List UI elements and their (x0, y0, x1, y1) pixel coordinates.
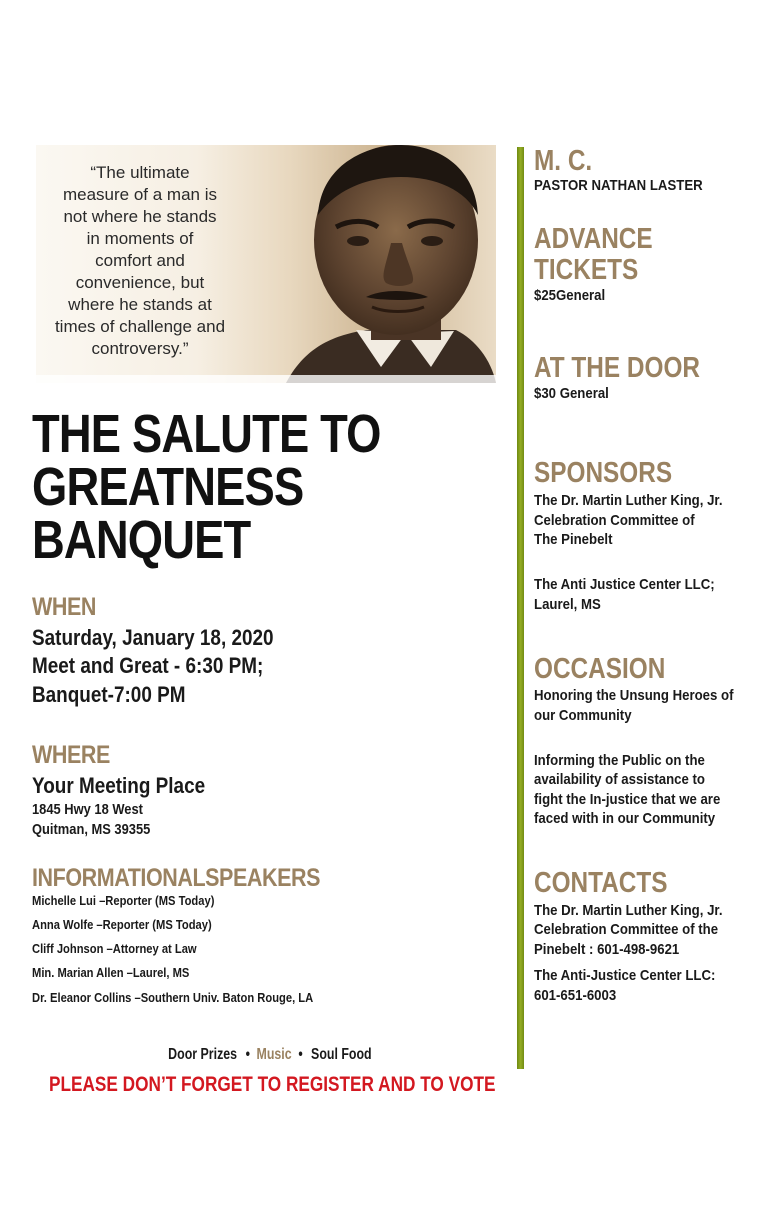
contact-2-phone: 601-651-6003 (534, 987, 617, 1004)
contact-2-line-1: The Anti-Justice Center LLC: (534, 967, 716, 984)
cta-text: PLEASE DON’T FORGET TO REGISTER AND TO VOTE (49, 1073, 496, 1096)
quote-line: measure of a man is (62, 185, 217, 204)
advance-ticket-price: $25General (534, 287, 606, 304)
occasion-heading: OCCASION (534, 653, 666, 685)
title-line-3: BANQUET (32, 510, 251, 570)
quote-line: convenience, but (75, 273, 205, 292)
mc-name: PASTOR NATHAN LASTER (534, 177, 703, 194)
contact-1-line-1: The Dr. Martin Luther King, Jr. (534, 902, 723, 919)
occasion-p1-line-2: our Community (534, 707, 632, 724)
sponsor-1-line-2: Celebration Committee of (534, 512, 695, 529)
quote-line: comfort and (95, 251, 185, 270)
title-line-2: GREATNESS (32, 457, 304, 517)
occasion-p2-line-4: faced with in our Community (534, 810, 716, 827)
quote-line: where he stands at (68, 295, 212, 314)
where-heading: WHERE (32, 741, 110, 769)
door-ticket-price: $30 General (534, 385, 609, 402)
when-heading: WHEN (32, 593, 96, 621)
banquet-time: Banquet-7:00 PM (32, 682, 186, 707)
register-vote-reminder (0, 1073, 540, 1097)
title-line-1: THE SALUTE TO (32, 404, 381, 464)
quote-line: “The ultimate (90, 163, 190, 182)
occasion-p1-line-1: Honoring the Unsung Heroes of (534, 687, 734, 704)
event-date: Saturday, January 18, 2020 (32, 625, 274, 650)
speaker-item: Michelle Lui –Reporter (MS Today) (32, 893, 215, 908)
venue-name: Your Meeting Place (32, 773, 206, 798)
sponsor-2-line-2: Laurel, MS (534, 596, 601, 613)
advance-tickets-heading-2: TICKETS (534, 254, 639, 286)
meet-greet-time: Meet and Great - 6:30 PM; (32, 653, 264, 678)
quote-line: not where he stands (63, 207, 217, 226)
contact-1-line-2: Celebration Committee of the (534, 921, 719, 938)
contacts-heading: CONTACTS (534, 867, 668, 899)
sponsor-2-line-1: The Anti Justice Center LLC; (534, 576, 715, 593)
sponsor-1-line-3: The Pinebelt (534, 531, 613, 548)
event-title (32, 404, 447, 570)
venue-address-line-1: 1845 Hwy 18 West (32, 801, 143, 818)
speaker-item: Anna Wolfe –Reporter (MS Today) (32, 917, 212, 932)
sponsor-1-line-1: The Dr. Martin Luther King, Jr. (534, 492, 723, 509)
sponsors-heading: SPONSORS (534, 457, 673, 489)
event-highlights (0, 1046, 540, 1064)
vertical-divider (517, 147, 524, 1069)
quote-text (40, 162, 240, 360)
quote-line: controversy.” (91, 339, 189, 358)
mc-heading: M. C. (534, 145, 593, 177)
quote-line: times of challenge and (54, 317, 226, 336)
advance-tickets-heading-1: ADVANCE (534, 223, 653, 255)
soul-food-text: Soul Food (311, 1046, 373, 1063)
occasion-p2-line-1: Informing the Public on the (534, 752, 705, 769)
speaker-item: Cliff Johnson –Attorney at Law (32, 941, 197, 956)
at-door-heading: AT THE DOOR (534, 352, 701, 384)
speaker-item: Min. Marian Allen –Laurel, MS (32, 965, 190, 980)
quote-line: in moments of (86, 229, 194, 248)
bullet-separator: • (298, 1046, 304, 1063)
occasion-p2-line-2: availability of assistance to (534, 771, 705, 788)
occasion-p2-line-3: fight the In-justice that we are (534, 791, 721, 808)
venue-address-line-2: Quitman, MS 39355 (32, 821, 151, 838)
speaker-item: Dr. Eleanor Collins –Southern Univ. Baton Rouge, LA (32, 990, 314, 1005)
contact-1-phone: Pinebelt : 601-498-9621 (534, 941, 680, 958)
bullet-separator: • (246, 1046, 251, 1063)
speakers-heading: INFORMATIONALSPEAKERS (32, 864, 320, 892)
door-prizes-text: Door Prizes (168, 1046, 238, 1063)
music-text: Music (257, 1046, 293, 1063)
